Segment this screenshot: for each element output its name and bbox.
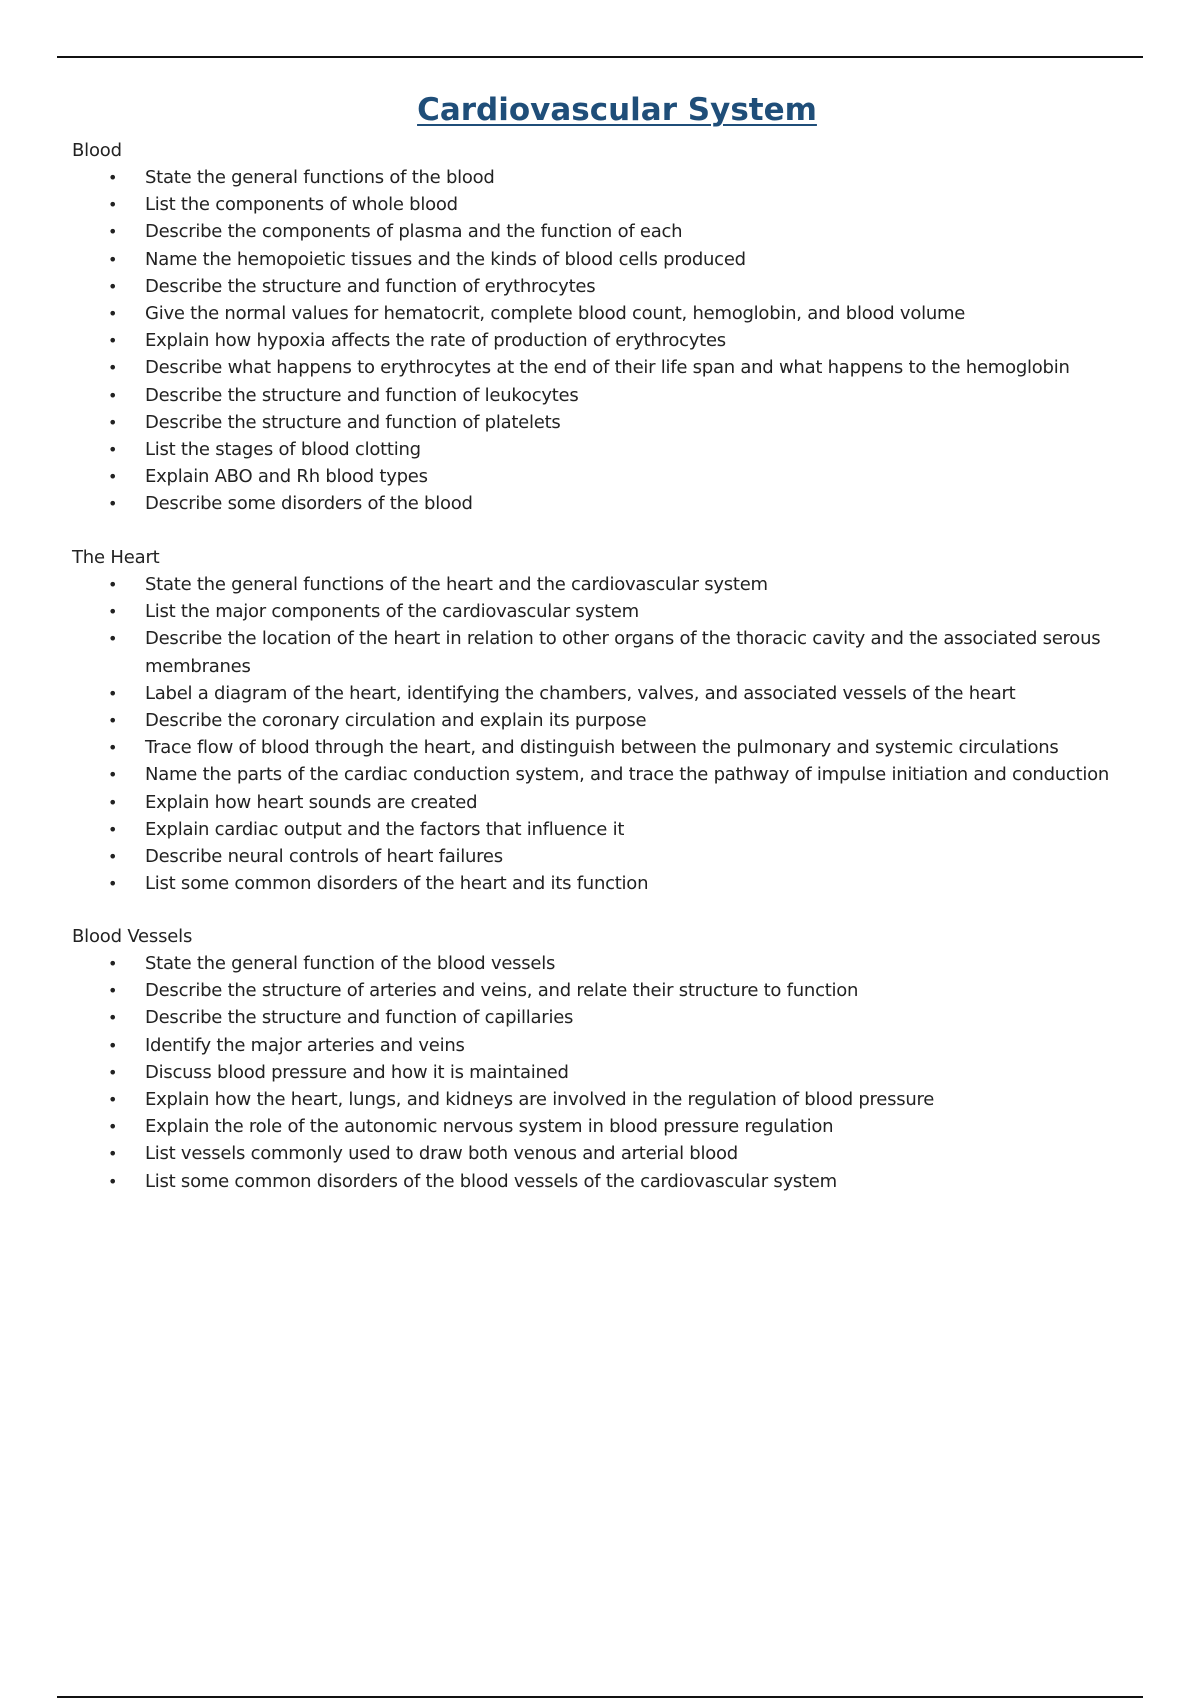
list-item-text: Describe the structure and function of erythrocytes [145, 275, 596, 297]
list-item [72, 463, 1152, 490]
bullet-icon: • [108, 1035, 118, 1055]
bullet-icon: • [108, 249, 118, 269]
bullet-icon: • [108, 168, 118, 187]
list-item-text: List the stages of blood clotting [145, 439, 421, 461]
objective-list [72, 164, 1152, 518]
list-item [72, 816, 1152, 843]
list-item [72, 382, 1152, 409]
bullet-icon: • [108, 575, 118, 594]
list-item-text: List some common disorders of the heart and its function [145, 873, 649, 895]
list-item [72, 1004, 1152, 1031]
bullet-icon: • [108, 440, 118, 460]
section-blood [72, 137, 1152, 518]
bullet-icon: • [108, 1008, 118, 1028]
bullet-icon: • [108, 847, 118, 867]
list-item-text: Describe the location of the heart in relation to other organs of the thoracic cavity and the associated serous membranes [145, 628, 1101, 677]
section-blood-vessels [72, 923, 1152, 1195]
bullet-icon: • [108, 1062, 118, 1082]
list-item-text: Describe some disorders of the blood [145, 493, 473, 515]
list-item [72, 490, 1152, 517]
list-item [72, 246, 1152, 273]
list-item-text: Explain cardiac output and the factors that influence it [145, 818, 625, 840]
list-item-text: List the major components of the cardiovascular system [145, 601, 639, 623]
section-heading: The Heart [72, 547, 160, 568]
bullet-icon: • [108, 874, 118, 894]
list-item-text: Identify the major arteries and veins [145, 1034, 465, 1056]
list-item [72, 598, 1152, 625]
bullet-icon: • [108, 222, 118, 242]
list-item [72, 1168, 1152, 1195]
bullet-icon: • [108, 195, 118, 215]
list-item-text: Label a diagram of the heart, identifying the chambers, valves, and associated vessels of the heart [145, 682, 1016, 704]
document-title: Cardiovascular System [417, 92, 817, 128]
bullet-icon: • [108, 1090, 118, 1110]
bullet-icon: • [108, 1117, 118, 1137]
bullet-icon: • [108, 331, 118, 351]
section-heading: Blood [72, 140, 122, 161]
bullet-icon: • [108, 602, 118, 622]
list-item-text: Describe the coronary circulation and explain its purpose [145, 710, 647, 732]
list-item-text: List some common disorders of the blood vessels of the cardiovascular system [145, 1170, 837, 1192]
list-item-text: State the general functions of the heart and the cardiovascular system [145, 574, 768, 595]
bullet-icon: • [108, 981, 118, 1001]
bullet-icon: • [108, 385, 118, 405]
list-item [72, 1059, 1152, 1086]
list-item-text: Explain how hypoxia affects the rate of production of erythrocytes [145, 330, 726, 352]
list-item-text: List the components of whole blood [145, 194, 458, 216]
list-item-text: Explain the role of the autonomic nervous system in blood pressure regulation [145, 1116, 834, 1138]
bottom-rule [57, 1696, 1143, 1698]
bullet-icon: • [108, 738, 118, 758]
list-item-text: Name the parts of the cardiac conduction system, and trace the pathway of impulse initiation and conduction [145, 764, 1110, 786]
list-item [72, 164, 1152, 191]
list-item-text: Explain how heart sounds are created [145, 791, 478, 813]
bullet-icon: • [108, 1144, 118, 1164]
list-item [72, 1113, 1152, 1140]
bullet-icon: • [108, 276, 118, 296]
list-item [72, 789, 1152, 816]
list-item-text: State the general function of the blood vessels [145, 953, 556, 974]
list-item-text: Describe the components of plasma and the function of each [145, 221, 683, 243]
bullet-icon: • [108, 792, 118, 812]
list-item [72, 625, 1152, 679]
list-item-text: Describe neural controls of heart failures [145, 846, 503, 868]
list-item [72, 409, 1152, 436]
list-item [72, 273, 1152, 300]
list-item-text: Explain ABO and Rh blood types [145, 466, 428, 488]
list-item-text: Give the normal values for hematocrit, complete blood count, hemoglobin, and blood volume [145, 303, 966, 325]
bullet-icon: • [108, 358, 118, 378]
list-item-text: State the general functions of the blood [145, 167, 495, 188]
objective-list [72, 571, 1152, 897]
bullet-icon: • [108, 819, 118, 839]
bullet-icon: • [108, 629, 118, 649]
list-item [72, 327, 1152, 354]
list-item-text: Describe the structure and function of capillaries [145, 1007, 574, 1029]
list-item [72, 734, 1152, 761]
bullet-icon: • [108, 467, 118, 487]
list-item-text: Describe the structure and function of platelets [145, 411, 561, 433]
list-item-text: Explain how the heart, lungs, and kidneys are involved in the regulation of blood pressure [145, 1089, 935, 1111]
list-item [72, 1086, 1152, 1113]
section-heading: Blood Vessels [72, 926, 193, 947]
list-item-text: List vessels commonly used to draw both venous and arterial blood [145, 1143, 738, 1165]
top-rule [57, 56, 1143, 58]
list-item [72, 218, 1152, 245]
list-item [72, 843, 1152, 870]
list-item [72, 977, 1152, 1004]
list-item [72, 191, 1152, 218]
list-item [72, 950, 1152, 977]
bullet-icon: • [108, 1171, 118, 1191]
list-item [72, 436, 1152, 463]
bullet-icon: • [108, 765, 118, 785]
objective-list [72, 950, 1152, 1195]
list-item [72, 1140, 1152, 1167]
section-the-heart [72, 544, 1152, 897]
list-item-text: Describe the structure and function of leukocytes [145, 384, 579, 406]
list-item [72, 870, 1152, 897]
list-item-text: Trace flow of blood through the heart, and distinguish between the pulmonary and systemic circulations [145, 737, 1059, 759]
list-item-text: Discuss blood pressure and how it is maintained [145, 1061, 569, 1083]
list-item-text: Name the hemopoietic tissues and the kinds of blood cells produced [145, 248, 746, 270]
bullet-icon: • [108, 954, 118, 973]
list-item [72, 761, 1152, 788]
bullet-icon: • [108, 494, 118, 514]
bullet-icon: • [108, 412, 118, 432]
bullet-icon: • [108, 711, 118, 731]
list-item [72, 571, 1152, 598]
list-item [72, 707, 1152, 734]
list-item [72, 354, 1152, 381]
list-item-text: Describe what happens to erythrocytes at the end of their life span and what happens to the hemoglobin [145, 357, 1070, 379]
bullet-icon: • [108, 683, 118, 703]
list-item [72, 680, 1152, 707]
bullet-icon: • [108, 304, 118, 324]
list-item-text: Describe the structure of arteries and veins, and relate their structure to function [145, 980, 859, 1002]
list-item [72, 1032, 1152, 1059]
list-item [72, 300, 1152, 327]
